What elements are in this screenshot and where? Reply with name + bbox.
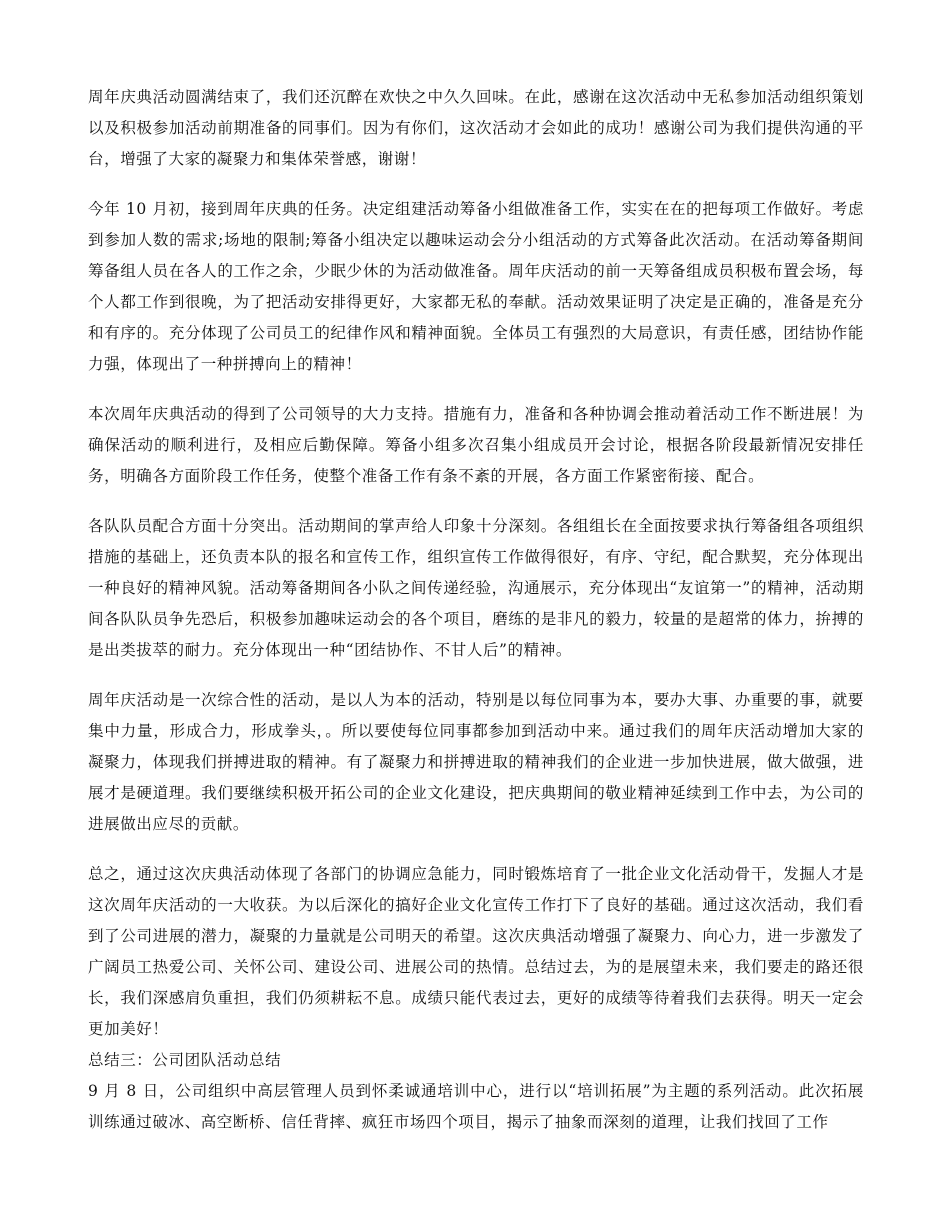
paragraph-leadership-support: 本次周年庆典活动的得到了公司领导的大力支持。措施有力，准备和各种协调会推动着活动工作不断进展！为确保活动的顺利进行，及相应后勤保障。筹备小组多次召集小组成员开会讨论，根据各阶段最新情况安排任务，明确各方面阶段工作任务，使整个准备工作有条不紊的开展，各方面工作紧密衔接、配合。 <box>88 405 864 485</box>
paragraph-team-training: 9 月 8 日，公司组织中高层管理人员到怀柔诚通培训中心，进行以“培训拓展”为主题的系列活动。此次拓展训练通过破冰、高空断桥、信任背摔、疯狂市场四个项目，揭示了抽象而深刻的道理，让我们找回了工作 <box>88 1082 864 1131</box>
document-body <box>88 82 864 1138</box>
paragraph-preparation: 今年 10 月初，接到周年庆典的任务。决定组建活动筹备小组做准备工作，实实在在的把每项工作做好。考虑到参加人数的需求;场地的限制;筹备小组决定以趣味运动会分小组活动的方式筹备此次活动。在活动筹备期间筹备组人员在各人的工作之余，少眠少休的为活动做准备。周年庆活动的前一天筹备组成员积极布置会场，每个人都工作到很晚，为了把活动安排得更好，大家都无私的奉献。活动效果证明了决定是正确的，准备是充分和有序的。充分体现了公司员工的纪律作风和精神面貌。全体员工有强烈的大局意识，有责任感，团结协作能力强，体现出了一种拼搏向上的精神！ <box>88 200 864 373</box>
paragraph-team-cooperation: 各队队员配合方面十分突出。活动期间的掌声给人印象十分深刻。各组组长在全面按要求执行筹备组各项组织措施的基础上，还负责本队的报名和宣传工作，组织宣传工作做得很好，有序、守纪，配合默契，充分体现出一种良好的精神风貌。活动筹备期间各小队之间传递经验，沟通展示，充分体现出“友谊第一”的精神，活动期间各队队员争先恐后，积极参加趣味运动会的各个项目，磨练的是非凡的毅力，较量的是超常的体力，拚搏的是出类拔萃的耐力。充分体现出一种“团结协作、不甘人后”的精神。 <box>88 517 864 659</box>
section-heading: 总结三：公司团队活动总结 <box>88 1051 282 1069</box>
paragraph-activity-significance: 周年庆活动是一次综合性的活动，是以人为本的活动，特别是以每位同事为本，要办大事、办重要的事，就要集中力量，形成合力，形成拳头，。所以要使每位同事都参加到活动中来。通过我们的周年庆活动增加大家的凝聚力，体现我们拼搏进取的精神。有了凝聚力和拼搏进取的精神我们的企业进一步加快进展，做大做强，进展才是硬道理。我们要继续积极开拓公司的企业文化建设，把庆典期间的敬业精神延续到工作中去，为公司的进展做出应尽的贡献。 <box>88 691 864 833</box>
paragraph-conclusion: 总之，通过这次庆典活动体现了各部门的协调应急能力，同时锻炼培育了一批企业文化活动骨干，发掘人才是这次周年庆活动的一大收获。为以后深化的搞好企业文化宣传工作打下了良好的基础。通过这次活动，我们看到了公司进展的潜力，凝聚的力量就是公司明天的希望。这次庆典活动增强了凝聚力、向心力，进一步激发了广阔员工热爱公司、关怀公司、建设公司、进展公司的热情。总结过去，为的是展望未来，我们要走的路还很长，我们深感肩负重担，我们仍须耕耘不息。成绩只能代表过去，更好的成绩等待着我们去获得。明天一定会更加美好！ <box>88 865 864 1038</box>
paragraph-thanks: 周年庆典活动圆满结束了，我们还沉醉在欢快之中久久回味。在此，感谢在这次活动中无私参加活动组织策划以及积极参加活动前期准备的同事们。因为有你们，这次活动才会如此的成功！感谢公司为我们提供沟通的平台，增强了大家的凝聚力和集体荣誉感，谢谢！ <box>88 88 864 168</box>
